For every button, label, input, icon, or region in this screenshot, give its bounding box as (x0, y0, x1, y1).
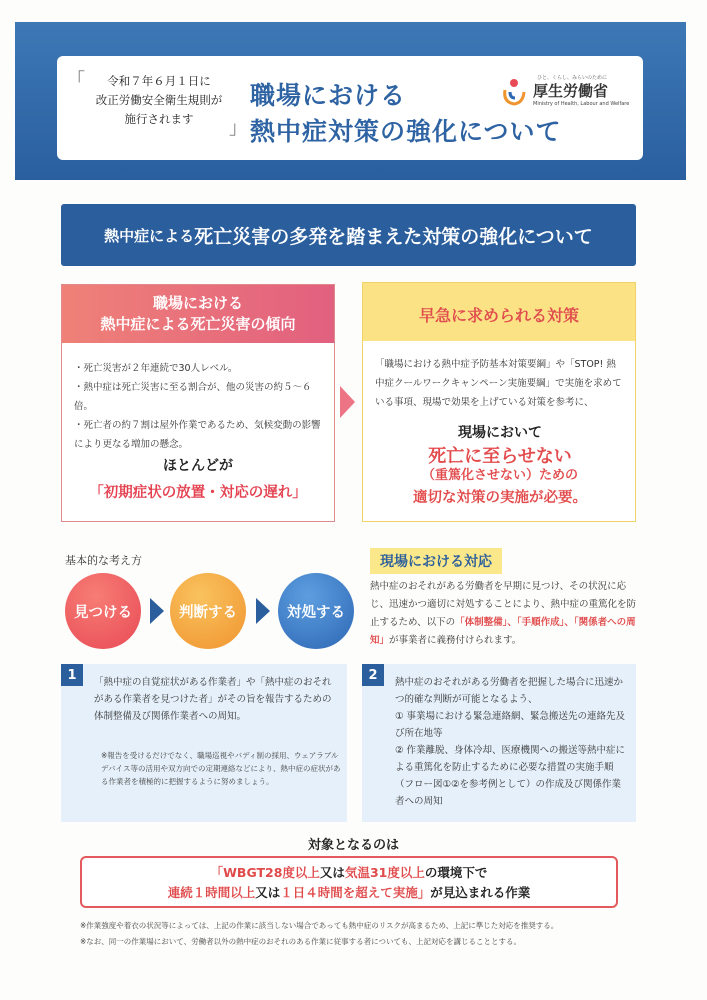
cause-label: 「初期症状の放置・対応の遅れ」 (89, 485, 307, 501)
number-badge: 1 (61, 664, 83, 686)
list-item: ・ 死亡者の約７割は屋外作業であるため、気候変動の影響により更なる増加の懸念。 (74, 416, 324, 454)
mhlw-logo: ひと、くらし、みらいのために 厚生労働省 Ministry of Health, Labour and Welfare (501, 74, 631, 114)
right-arrow-icon (340, 386, 355, 418)
urgent-heading: 早急に求められる対策 (363, 283, 635, 341)
bracket-close: 」 (229, 118, 247, 139)
section-heading: 熱中症による 死亡災害の多発を踏まえた対策の強化について (61, 204, 636, 266)
enforcement-announcement: 令和７年６月１日に 改正労働安全衛生規則が 施行されます (95, 74, 223, 126)
step-act: 対処する (278, 573, 354, 649)
urgent-body: 「職場における熱中症予防基本対策要綱」や「STOP! 熱中症クールワークキャンペーン実施要綱」で実施を求めている事項、現場で効果を上げている対策を参考に、 現場において 死亡に至らせない （重篤化させない）ための 適切な対策の実施が必要。 (375, 359, 622, 506)
urgent-measures-box (362, 282, 636, 522)
mhlw-logo-icon (501, 78, 527, 106)
trend-heading: 職場における 熱中症による死亡災害の傾向 (62, 285, 334, 343)
trend-list (62, 343, 334, 454)
step-arrow-icon (256, 598, 270, 624)
response-title: 現場における対応 (370, 548, 502, 574)
requirement-text: 熱中症のおそれがある労働者を把握した場合に迅速かつ的確な判断が可能となるよう、 ① 事業場における緊急連絡網、緊急搬送先の連絡先及び所在地等 ② 作業離脱、身体冷却、医療機関への搬送等熱中症による重篤化を防止するために必要な措置の実施手順（フロー図①②を参考例として）の作成及び関係作業者への周知 (395, 677, 626, 807)
step-judge: 判断する (170, 573, 246, 649)
bracket-open: 「 (67, 70, 85, 91)
mostly-label: ほとんどが (163, 458, 233, 474)
target-conditions-box: 「WBGT28度以上又は気温31度以上の環境下で 連続１時間以上又は１日４時間を超えて実施」が見込まれる作業 (80, 856, 618, 908)
basic-approach-label: 基本的な考え方 (65, 554, 142, 567)
target-label: 対象となるのは (307, 838, 399, 853)
step-arrow-icon (150, 598, 164, 624)
step-find: 見つける (65, 573, 141, 649)
requirement-text: 「熱中症の自覚症状がある作業者」や「熱中症のおそれがある作業者を見つけた者」がその旨を報告するための体制整備及び関係作業者への周知。 (94, 677, 332, 722)
response-text: 熱中症のおそれがある労働者を早期に見つけ、その状況に応じ、迅速かつ適切に対処することにより、熱中症の重篤化を防止するため、以下の「体制整備」、「手順作成」、「関係者への周知」が事業者に義務付けられます。 (370, 581, 637, 646)
death-trend-box (61, 284, 335, 522)
header-card (57, 56, 643, 160)
list-item: ・ 死亡災害が２年連続で30人レベル。 (74, 359, 324, 378)
requirement-box-2 (362, 664, 636, 822)
footnote: ※作業強度や着衣の状況等によっては、上記の作業に該当しない場合であっても熱中症のリスクが高まるため、上記に準じた対応を推奨する。 (80, 921, 559, 930)
list-item: ・ 熱中症は死亡災害に至る割合が、他の災害の約５～６倍。 (74, 378, 324, 416)
requirement-note: ※報告を受けるだけでなく、職場巡視やバディ制の採用、ウェアラブルデバイス等の活用や双方向での定期連絡などにより、熱中症の症状がある作業者を積極的に把握するように努めましょう。 (101, 751, 341, 786)
page-title: 職場における 熱中症対策の強化について (250, 81, 562, 146)
footnote: ※なお、同一の作業場において、労働者以外の熱中症のおそれのある作業に従事する者についても、上記対応を講じることとする。 (80, 937, 521, 946)
requirement-box-1 (61, 664, 347, 822)
number-badge: 2 (362, 664, 384, 686)
